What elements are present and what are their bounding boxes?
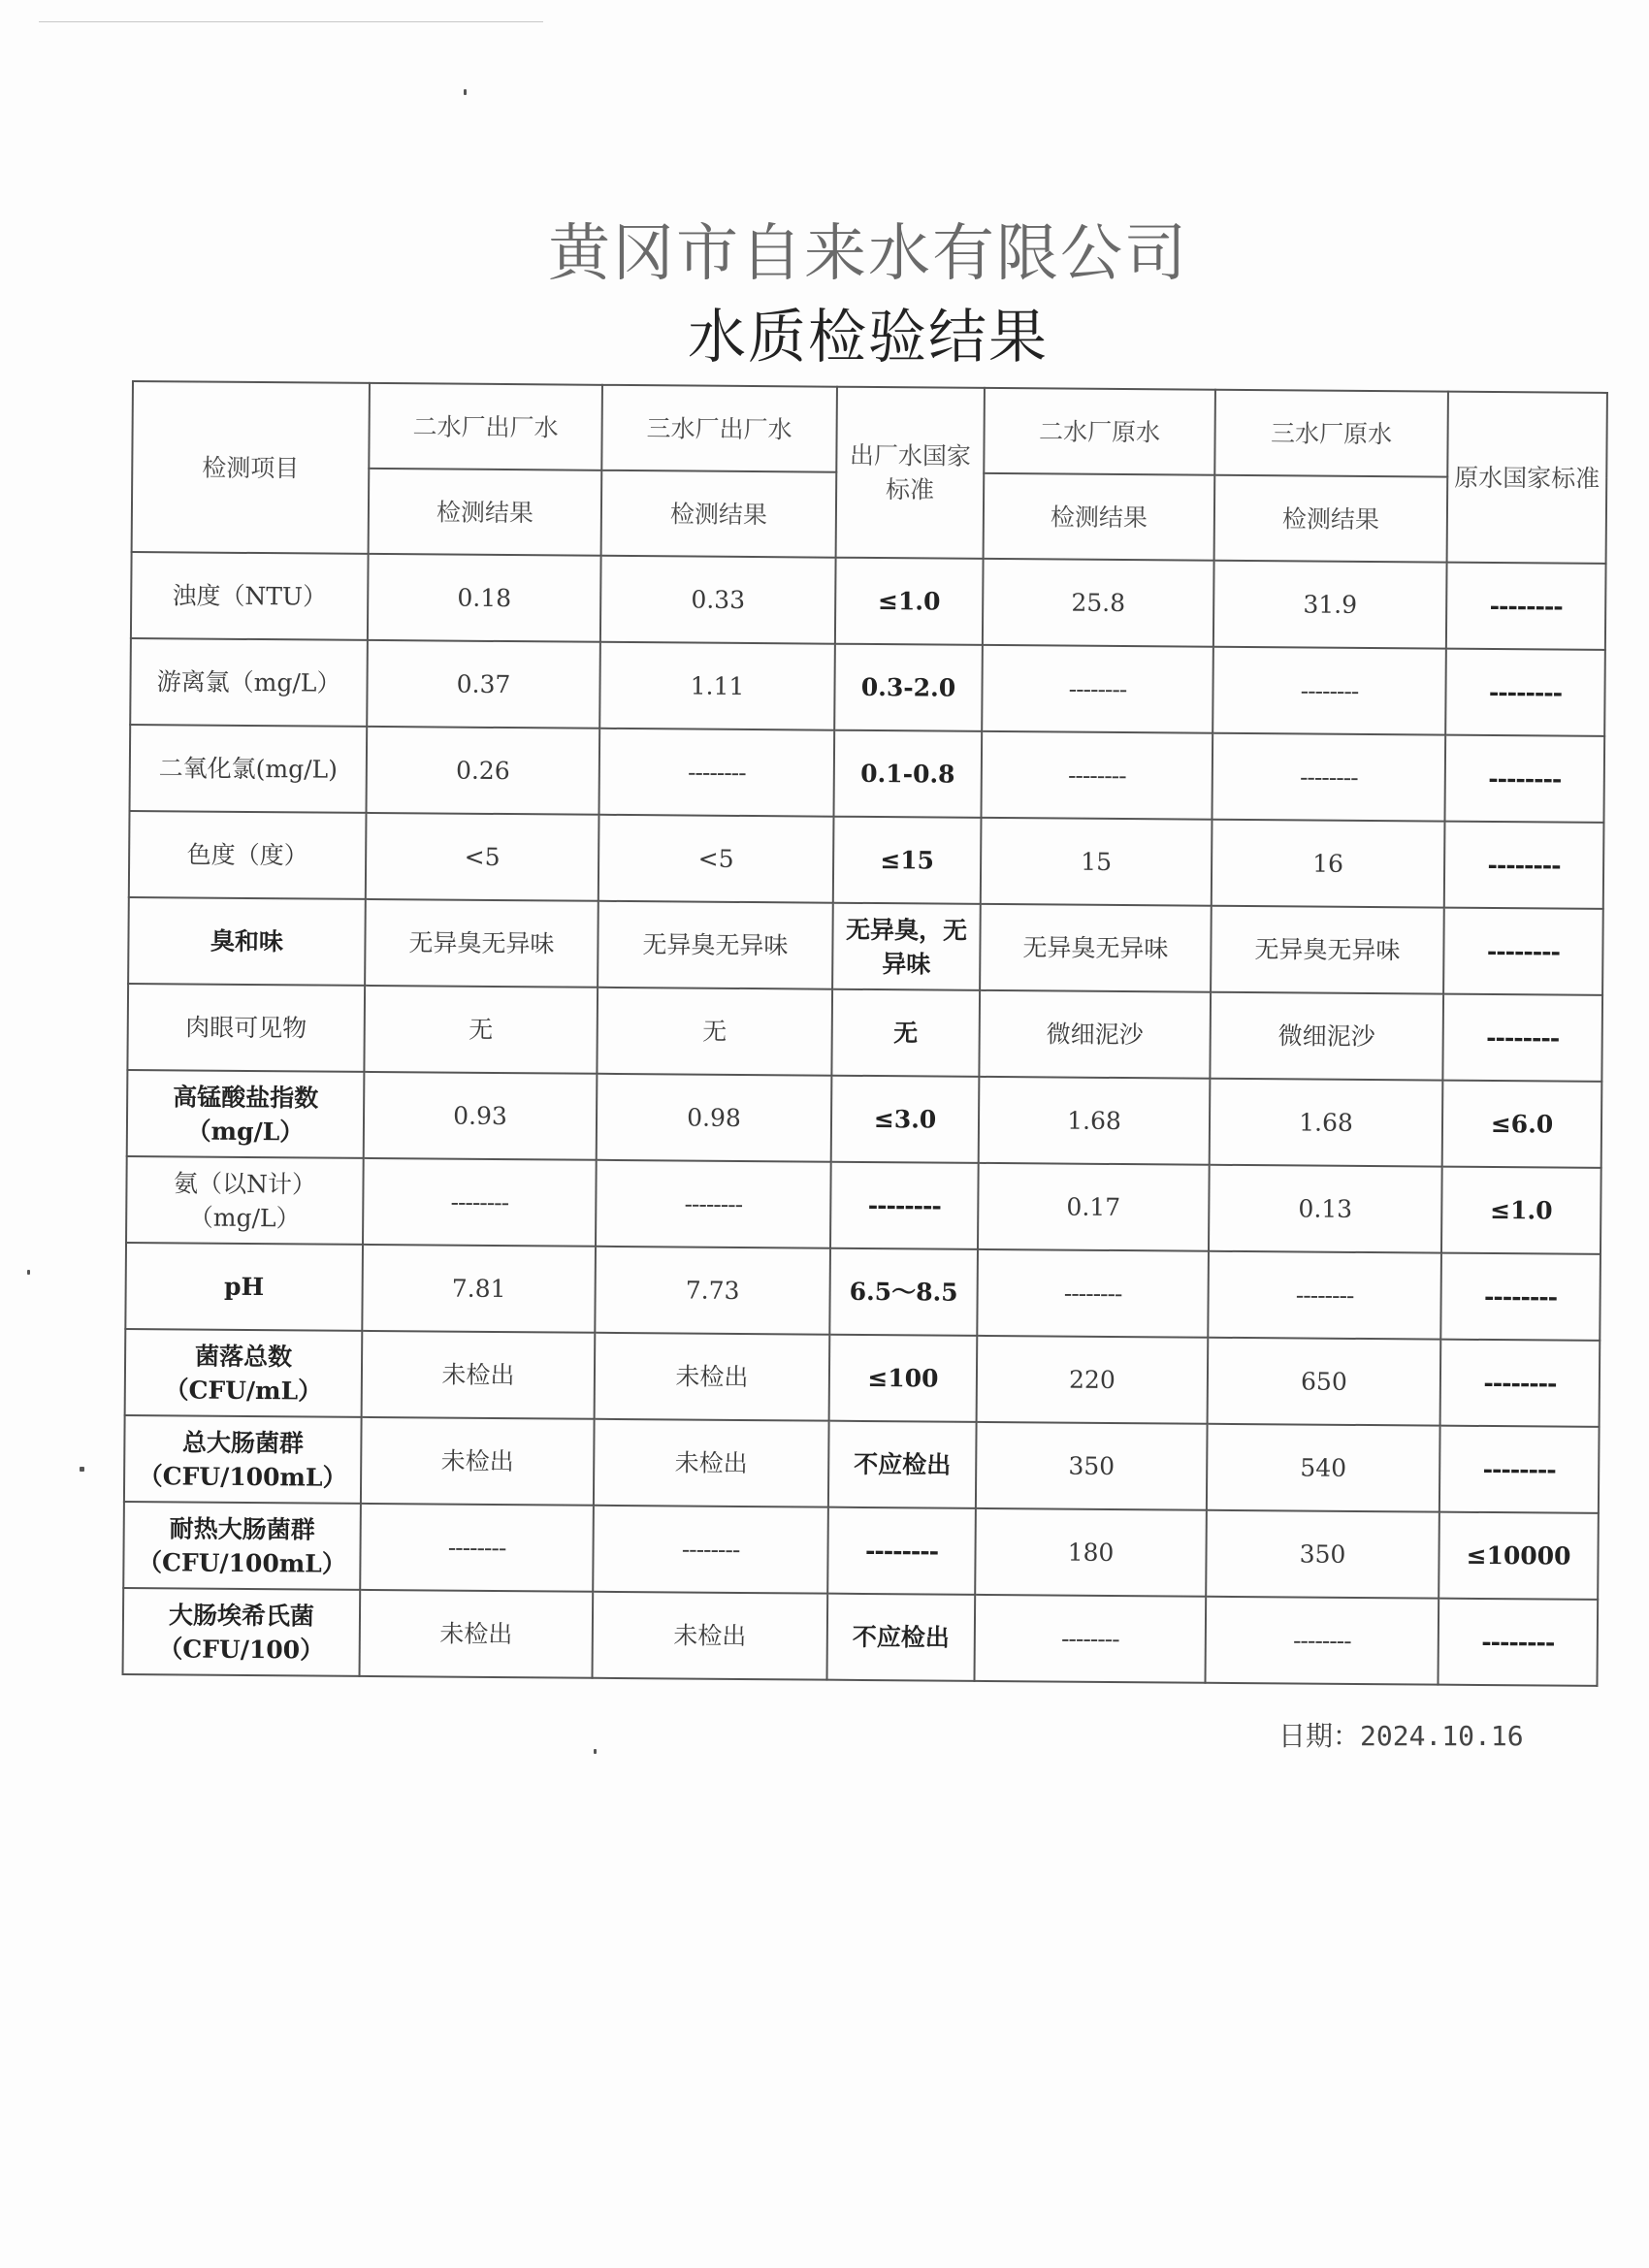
row-value-cell-c3: --------: [827, 1507, 976, 1595]
row-value-cell-c5: 350: [1206, 1510, 1439, 1599]
scan-speck: [594, 1749, 597, 1754]
row-item-cell: 色度（度）: [129, 811, 367, 899]
row-value-cell-c1: 0.26: [367, 727, 600, 815]
row-item-cell: pH: [125, 1243, 363, 1331]
row-value-cell-c2: 无: [597, 988, 832, 1076]
row-value-cell-c2: <5: [598, 815, 834, 903]
report-date: 日期：2024.10.16: [1278, 1720, 1524, 1752]
row-value-cell-c5: 31.9: [1213, 561, 1447, 649]
row-item-cell: 耐热大肠菌群（CFU/100mL）: [123, 1502, 361, 1590]
row-value-cell-c2: 1.11: [599, 642, 835, 730]
row-value-cell-c1: <5: [366, 813, 599, 901]
row-value-cell-c4: 1.68: [979, 1077, 1211, 1165]
row-value-cell-c5: 540: [1207, 1424, 1440, 1512]
scan-speck: [80, 1467, 84, 1472]
row-item-cell: 游离氯（mg/L）: [130, 638, 368, 727]
table-row: [130, 638, 1605, 736]
row-value-cell-c5: 0.13: [1209, 1165, 1442, 1253]
row-item-cell: 大肠埃希氏菌（CFU/100）: [123, 1588, 361, 1676]
row-value-cell-c1: 0.37: [367, 640, 600, 729]
row-value-cell-c4: --------: [982, 645, 1213, 733]
row-value-cell-c3: 不应检出: [827, 1594, 976, 1681]
row-value-cell-c2: 7.73: [595, 1247, 830, 1335]
table-body: [123, 552, 1606, 1686]
table-row: [123, 1502, 1599, 1600]
row-value-cell-c6: --------: [1444, 822, 1604, 909]
table-row: [127, 984, 1602, 1082]
row-value-cell-c5: --------: [1212, 647, 1446, 735]
row-value-cell-c1: 0.18: [368, 554, 601, 642]
row-value-cell-c2: 未检出: [593, 1592, 828, 1680]
row-item-cell: 臭和味: [128, 897, 366, 986]
row-value-cell-c4: 25.8: [983, 559, 1214, 647]
header-row: [132, 381, 1607, 478]
row-value-cell-c4: --------: [981, 731, 1212, 820]
row-value-cell-c4: 180: [975, 1508, 1207, 1597]
company-title: 黄冈市自来水有限公司: [548, 218, 1188, 290]
header-col5: 三水厂原水: [1214, 390, 1448, 477]
row-value-cell-c2: 0.98: [597, 1074, 832, 1162]
row-value-cell-c4: 220: [977, 1336, 1209, 1424]
header-item: 检测项目: [132, 381, 370, 554]
header-col2: 三水厂出厂水: [601, 385, 837, 472]
row-value-cell-c6: --------: [1445, 649, 1605, 736]
row-value-cell-c6: ≤1.0: [1441, 1167, 1601, 1254]
subheader-col4: 检测结果: [984, 473, 1215, 561]
row-value-cell-c4: --------: [974, 1595, 1206, 1683]
subheader-col5: 检测结果: [1214, 475, 1448, 563]
row-value-cell-c5: 1.68: [1210, 1079, 1443, 1167]
row-value-cell-c3: 不应检出: [828, 1421, 977, 1508]
row-value-cell-c6: --------: [1446, 563, 1606, 650]
row-value-cell-c2: --------: [593, 1506, 828, 1594]
row-value-cell-c3: ≤1.0: [835, 558, 984, 645]
row-value-cell-c3: 无异臭，无异味: [832, 903, 981, 990]
row-value-cell-c3: ≤15: [833, 817, 982, 904]
table-row: [130, 725, 1605, 823]
row-value-cell-c2: 未检出: [595, 1333, 830, 1421]
row-value-cell-c6: --------: [1440, 1253, 1600, 1341]
table-row: [125, 1329, 1600, 1427]
table-row: [124, 1415, 1600, 1513]
row-value-cell-c5: 650: [1208, 1338, 1441, 1426]
table-row: [127, 1070, 1602, 1168]
row-value-cell-c6: --------: [1439, 1426, 1600, 1513]
row-value-cell-c3: 0.3-2.0: [834, 644, 983, 731]
row-item-cell: 氨（以N计）（mg/L）: [126, 1156, 364, 1245]
row-value-cell-c1: 无: [364, 986, 598, 1074]
row-value-cell-c6: ≤10000: [1439, 1512, 1599, 1600]
scan-speck: [464, 89, 467, 95]
row-value-cell-c6: --------: [1440, 1340, 1600, 1427]
row-value-cell-c5: 无异臭无异味: [1211, 906, 1444, 994]
row-item-cell: 二氧化氯(mg/L): [130, 725, 368, 813]
subheader-col1: 检测结果: [369, 469, 602, 556]
row-value-cell-c6: --------: [1444, 735, 1604, 823]
row-value-cell-c6: --------: [1443, 908, 1603, 995]
row-value-cell-c2: --------: [598, 729, 834, 817]
row-item-cell: 肉眼可见物: [127, 984, 365, 1072]
row-item-cell: 高锰酸盐指数（mg/L）: [127, 1070, 365, 1158]
row-value-cell-c1: 7.81: [362, 1245, 596, 1333]
table-row: [125, 1243, 1600, 1341]
row-value-cell-c4: 微细泥沙: [979, 990, 1211, 1079]
header-col4: 二水厂原水: [984, 388, 1215, 475]
row-value-cell-c3: ≤100: [829, 1335, 978, 1422]
scan-speck: [27, 1270, 30, 1275]
row-value-cell-c2: 0.33: [600, 556, 836, 644]
row-value-cell-c1: --------: [360, 1504, 594, 1592]
row-value-cell-c6: ≤6.0: [1442, 1081, 1602, 1168]
row-value-cell-c1: 无异臭无异味: [365, 899, 598, 988]
report-title: 水质检验结果: [688, 304, 1049, 372]
row-value-cell-c4: 无异臭无异味: [980, 904, 1212, 992]
row-value-cell-c3: --------: [830, 1162, 979, 1249]
row-item-cell: 浊度（NTU）: [131, 552, 369, 640]
row-value-cell-c1: 0.93: [364, 1072, 598, 1160]
results-table: [122, 380, 1608, 1687]
row-value-cell-c5: 微细泥沙: [1210, 992, 1443, 1081]
subheader-col2: 检测结果: [601, 470, 837, 558]
row-value-cell-c2: --------: [596, 1160, 831, 1248]
row-value-cell-c6: --------: [1442, 994, 1602, 1082]
row-value-cell-c2: 无异臭无异味: [598, 901, 833, 989]
row-value-cell-c3: 6.5～8.5: [829, 1248, 978, 1336]
row-value-cell-c1: --------: [363, 1158, 597, 1247]
header-col6: 原水国家标准: [1447, 392, 1607, 564]
table-row: [131, 552, 1606, 650]
table-row: [123, 1588, 1599, 1686]
row-value-cell-c4: 350: [976, 1422, 1208, 1510]
row-value-cell-c1: 未检出: [360, 1590, 594, 1678]
row-value-cell-c6: --------: [1438, 1599, 1598, 1686]
row-value-cell-c4: --------: [977, 1249, 1209, 1338]
row-value-cell-c3: ≤3.0: [831, 1076, 980, 1163]
header-col3: 出厂水国家标准: [836, 387, 985, 559]
row-value-cell-c5: --------: [1212, 733, 1445, 822]
header-col1: 二水厂出厂水: [369, 383, 602, 470]
row-value-cell-c4: 0.17: [978, 1163, 1210, 1251]
row-value-cell-c5: --------: [1208, 1251, 1441, 1340]
scan-artifact-line: [39, 21, 543, 22]
row-value-cell-c3: 无: [831, 989, 980, 1077]
row-value-cell-c3: 0.1-0.8: [833, 730, 982, 818]
row-value-cell-c1: 未检出: [361, 1417, 595, 1506]
row-value-cell-c5: 16: [1212, 820, 1445, 908]
row-value-cell-c1: 未检出: [362, 1331, 596, 1419]
table-row: [128, 897, 1603, 995]
row-value-cell-c5: --------: [1205, 1597, 1439, 1685]
table-row: [126, 1156, 1601, 1254]
table-row: [129, 811, 1604, 909]
row-value-cell-c4: 15: [981, 818, 1212, 906]
row-item-cell: 菌落总数（CFU/mL）: [125, 1329, 363, 1417]
row-value-cell-c2: 未检出: [594, 1419, 829, 1507]
row-item-cell: 总大肠菌群（CFU/100mL）: [124, 1415, 362, 1504]
